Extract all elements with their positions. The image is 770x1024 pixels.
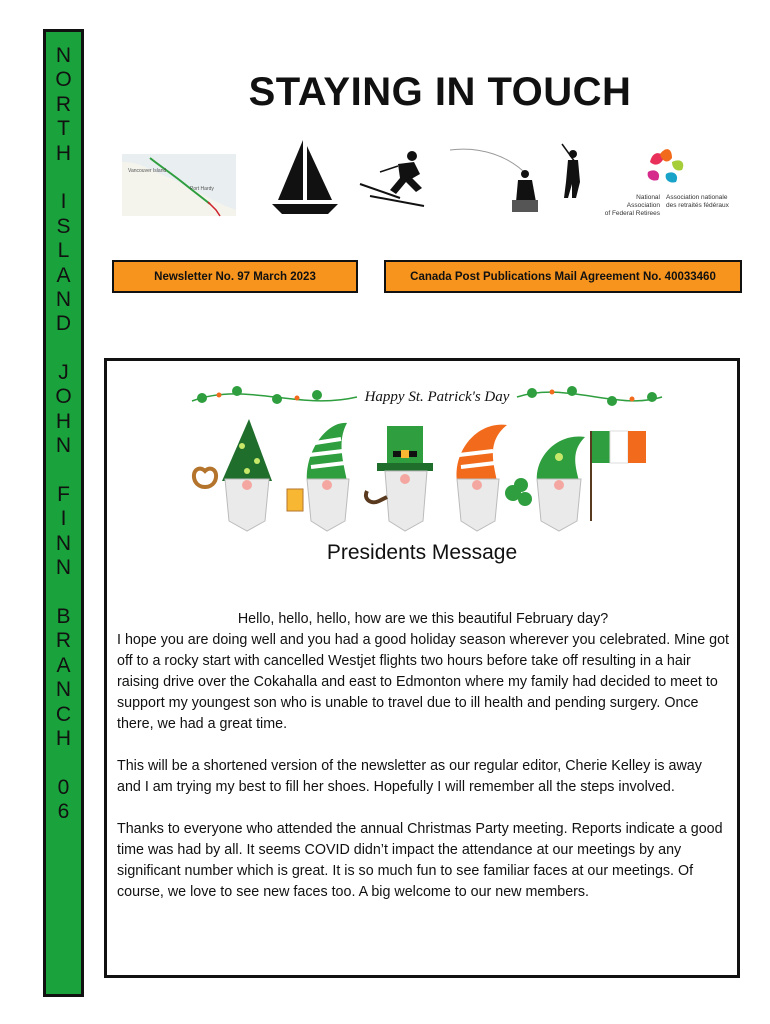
sidebar-letter: N (55, 434, 72, 458)
sailboat-icon (272, 140, 338, 214)
presidents-message-box (104, 358, 740, 978)
sidebar-letter: N (55, 44, 72, 67)
sidebar-letter: 6 (57, 800, 70, 824)
sidebar-letter: I (60, 190, 67, 214)
map-label: Vancouver Island (128, 168, 167, 174)
sidebar-letter: N (55, 556, 72, 580)
golfer-icon (562, 144, 580, 198)
sidebar-letter: H (55, 141, 72, 165)
sidebar-letter: S (56, 214, 71, 238)
gnome-1 (194, 419, 272, 531)
message-paragraph: This will be a shortened version of the newsletter as our regular editor, Cherie Kelley is away and I am trying my best to fill her shoes. Hopefully I will remember all the steps involved. (117, 758, 702, 795)
sidebar-letter: H (55, 726, 72, 750)
logo-text-english (604, 194, 660, 218)
newsletter-number-banner (112, 260, 358, 293)
sidebar-letter: J (58, 361, 69, 385)
sidebar-letter: N (55, 287, 72, 311)
message-paragraph: Thanks to everyone who attended the annual Christmas Party meeting. Reports indicate a good time was had by all. It seems COVID didn’t impact the attendance at our meetings by any significant number which is great. It is so much fun to see familiar faces at our meetings. Of course, we love to see new faces too. A big welcome to our new members. (117, 821, 723, 900)
sidebar-letter: N (55, 678, 72, 702)
map-label: Port Hardy (190, 186, 214, 192)
sidebar-letter: 0 (57, 775, 70, 799)
postal-agreement-text: Canada Post Publications Mail Agreement No. 40033460 (410, 270, 716, 283)
gnome-5 (537, 431, 646, 531)
st-patricks-gnomes-illustration (187, 371, 667, 541)
gnome-4 (457, 425, 532, 531)
sidebar-letter: B (56, 604, 71, 628)
sidebar-letter: I (60, 507, 67, 531)
happy-st-patricks-caption: Happy St. Patrick's Day (364, 389, 510, 405)
sidebar-letter: L (57, 239, 70, 263)
logo-text-en: National Association of Federal Retirees (604, 194, 660, 217)
gnome-3 (366, 426, 433, 531)
sidebar-letter: F (57, 483, 70, 507)
fisherman-icon (450, 149, 538, 212)
federal-retirees-logo (648, 149, 684, 182)
postal-agreement-banner (384, 260, 742, 293)
logo-text-french (666, 194, 736, 210)
message-body (117, 609, 729, 924)
sidebar-letter: A (56, 653, 71, 677)
sidebar-letter: D (55, 312, 72, 336)
sidebar-letter: O (55, 385, 72, 409)
sidebar-letter: H (55, 409, 72, 433)
sidebar-letter: R (55, 629, 72, 653)
greeting-line: Hello, hello, hello, how are we this beautiful February day? (237, 611, 609, 627)
branch-sidebar (43, 29, 84, 997)
sidebar-letter: T (57, 117, 70, 141)
logo-text-fr: Association nationale des retraités fédéraux (666, 194, 729, 209)
gnome-2 (287, 423, 349, 531)
sidebar-letter: N (55, 531, 72, 555)
island-map-image (122, 154, 236, 216)
sidebar-letter: R (55, 92, 72, 116)
page-title: STAYING IN TOUCH (248, 70, 632, 114)
sidebar-letter: O (55, 68, 72, 92)
newsletter-number-text: Newsletter No. 97 March 2023 (154, 270, 316, 283)
sidebar-letter: C (55, 702, 72, 726)
branch-name-vertical (55, 32, 71, 825)
message-paragraph: I hope you are doing well and you had a good holiday season wherever you celebrated. Mine got off to a rocky start with cancelled Westjet flights two hours before take off resulting in a hair raising drive over the Cokahalla and east to Edmonton where my family had decided to meet to support my youngest son who is unable to travel due to ill health and pending surgery. Once there, we had a great time. (117, 632, 730, 732)
section-heading: Presidents Message (326, 541, 518, 564)
sidebar-letter: A (56, 263, 71, 287)
skier-icon (360, 151, 424, 206)
